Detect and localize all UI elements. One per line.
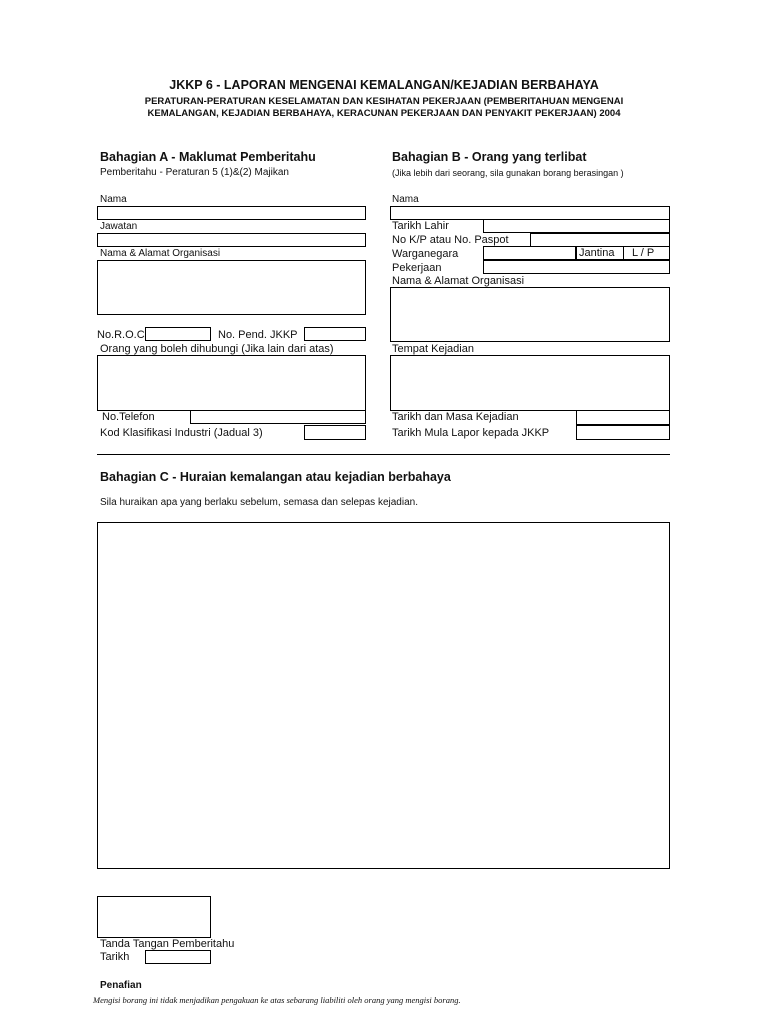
tarikh-masa-label: Tarikh dan Masa Kejadian	[392, 411, 519, 423]
jantina-field[interactable]	[623, 246, 670, 260]
a-jawatan-label: Jawatan	[100, 221, 138, 232]
section-b-heading: Bahagian B - Orang yang terlibat	[392, 150, 587, 164]
a-nama-label: Nama	[100, 194, 127, 205]
telefon-field[interactable]	[190, 410, 366, 424]
pend-jkkp-label: No. Pend. JKKP	[218, 329, 298, 341]
kp-label: No K/P atau No. Paspot	[392, 234, 509, 246]
klasifikasi-label: Kod Klasifikasi Industri (Jadual 3)	[100, 427, 263, 439]
pend-jkkp-field[interactable]	[304, 327, 366, 341]
a-organisasi-field[interactable]	[97, 260, 366, 315]
klasifikasi-field[interactable]	[304, 425, 366, 440]
section-a-subheading: Pemberitahu - Peraturan 5 (1)&(2) Majikan	[100, 167, 289, 178]
section-b-subheading: (Jika lebih dari seorang, sila gunakan borang berasingan )	[392, 168, 624, 178]
tempat-kejadian-label: Tempat Kejadian	[392, 343, 474, 355]
regulation-subtitle-line1: PERATURAN-PERATURAN KESELAMATAN DAN KESIHATAN PEKERJAAN (PEMBERITAHUAN MENGENAI	[144, 96, 624, 107]
tarikh-masa-field[interactable]	[576, 410, 670, 425]
a-nama-field[interactable]	[97, 206, 366, 220]
signature-date-field[interactable]	[145, 950, 211, 964]
jantina-value: L / P	[632, 247, 655, 259]
section-a-heading: Bahagian A - Maklumat Pemberitahu	[100, 150, 316, 164]
roc-field[interactable]	[145, 327, 211, 341]
section-c-instruction: Sila huraikan apa yang berlaku sebelum, semasa dan selepas kejadian.	[100, 497, 418, 508]
signature-box[interactable]	[97, 896, 211, 938]
tarikh-lahir-field[interactable]	[483, 219, 670, 233]
kp-field[interactable]	[530, 233, 670, 247]
warganegara-field[interactable]	[483, 246, 576, 260]
a-organisasi-label: Nama & Alamat Organisasi	[100, 248, 221, 259]
b-organisasi-field[interactable]	[390, 287, 670, 342]
telefon-label: No.Telefon	[102, 411, 155, 423]
pekerjaan-field[interactable]	[483, 260, 670, 274]
a-jawatan-field[interactable]	[97, 233, 366, 247]
tempat-kejadian-field[interactable]	[390, 355, 670, 411]
roc-label: No.R.O.C	[97, 329, 145, 341]
regulation-subtitle-line2: KEMALANGAN, KEJADIAN BERBAHAYA, KERACUNAN PEKERJAAN DAN PENYAKIT PEKERJAAN) 2004	[147, 108, 621, 119]
pekerjaan-label: Pekerjaan	[392, 262, 442, 274]
jantina-label: Jantina	[579, 247, 615, 259]
jantina-cell	[576, 246, 624, 260]
signature-date-label: Tarikh	[100, 951, 130, 963]
signature-label: Tanda Tangan Pemberitahu	[100, 938, 235, 950]
b-organisasi-label: Nama & Alamat Organisasi	[392, 275, 525, 287]
b-nama-label: Nama	[392, 194, 419, 205]
contact-label: Orang yang boleh dihubungi (Jika lain dari atas)	[100, 343, 334, 355]
section-divider	[97, 454, 670, 455]
section-c-heading: Bahagian C - Huraian kemalangan atau kejadian berbahaya	[100, 470, 451, 484]
tarikh-lapor-label: Tarikh Mula Lapor kepada JKKP	[392, 427, 550, 439]
form-title: JKKP 6 - LAPORAN MENGENAI KEMALANGAN/KEJADIAN BERBAHAYA	[169, 78, 599, 92]
disclaimer-text: Mengisi borang ini tidak menjadikan pengakuan ke atas sebarang liabiliti oleh orang yang mengisi borang.	[93, 995, 461, 1005]
b-nama-field[interactable]	[390, 206, 670, 220]
disclaimer-heading: Penafian	[100, 980, 142, 991]
contact-field[interactable]	[97, 355, 366, 411]
warganegara-label: Warganegara	[392, 248, 459, 260]
tarikh-lahir-label: Tarikh Lahir	[392, 220, 449, 232]
tarikh-lapor-field[interactable]	[576, 425, 670, 440]
incident-description-field[interactable]	[97, 522, 670, 869]
